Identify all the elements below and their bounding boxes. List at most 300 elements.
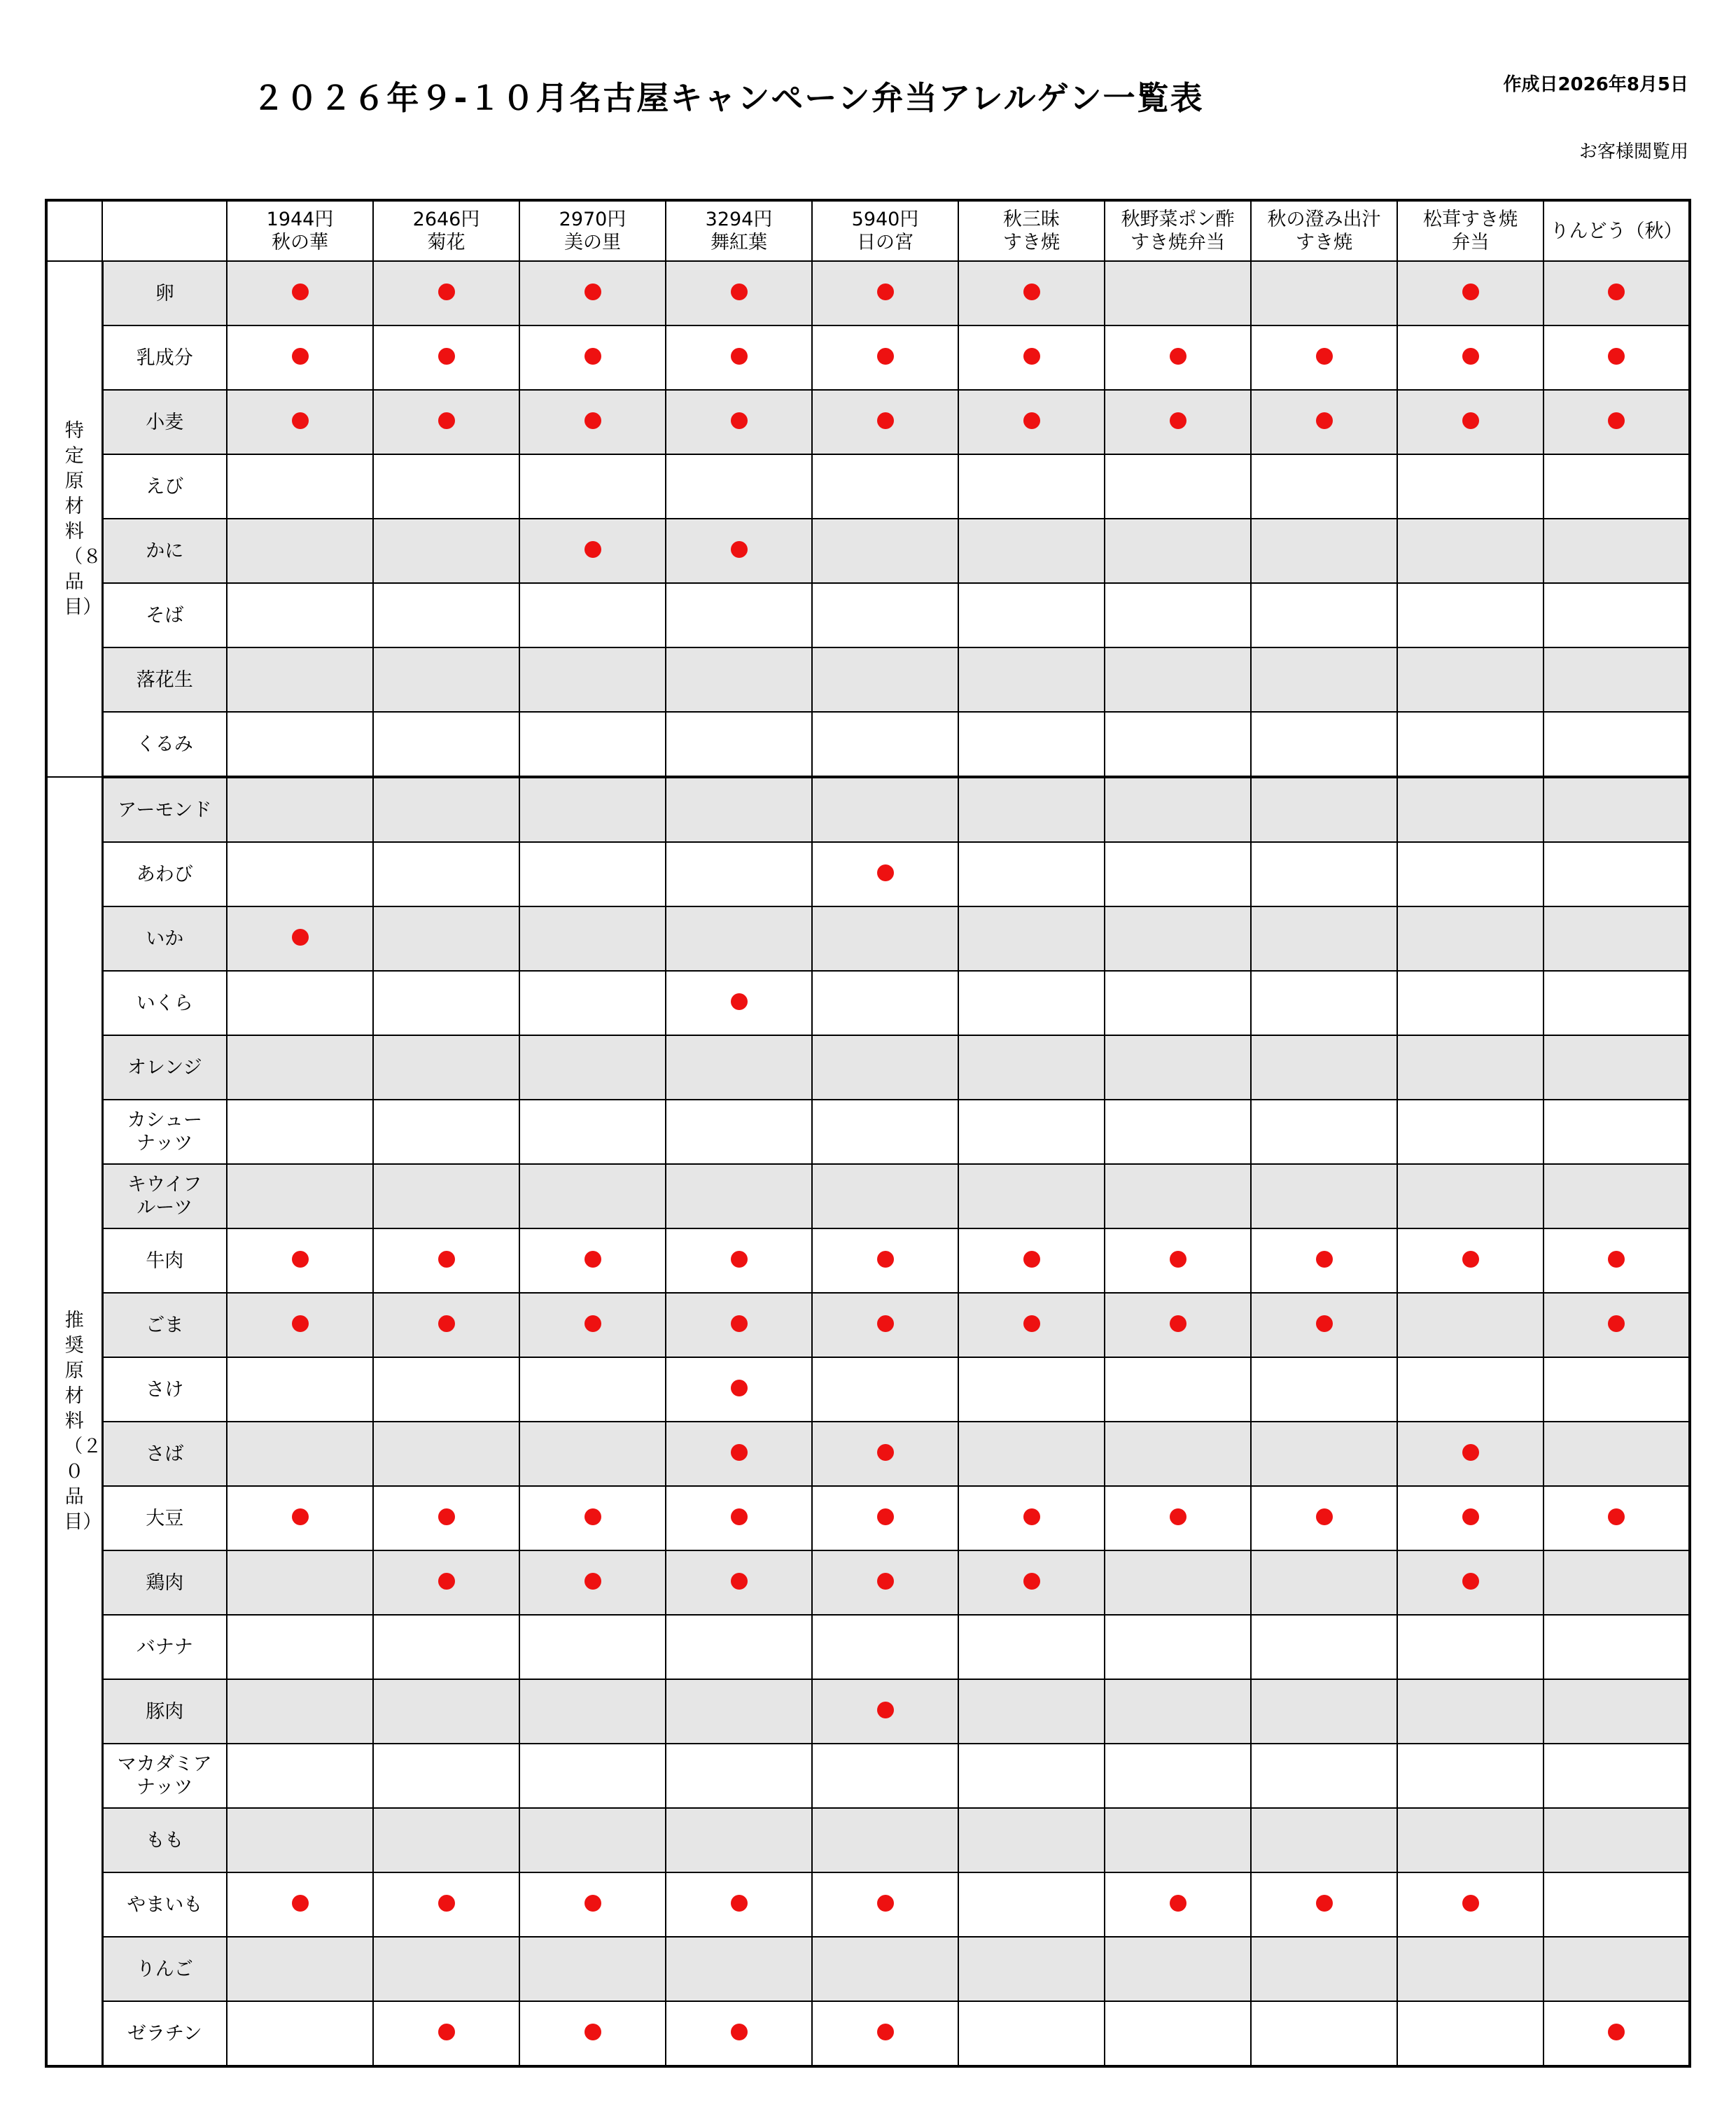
allergen-cell [1251, 1615, 1397, 1679]
allergen-cell [1397, 390, 1544, 454]
allergen-mark-dot [584, 1251, 601, 1268]
allergen-cell [519, 1293, 666, 1357]
allergen-cell [519, 1357, 666, 1422]
allergen-cell [519, 647, 666, 712]
allergen-cell [1105, 1486, 1251, 1550]
allergen-mark-dot [1462, 1444, 1479, 1461]
allergen-label: 豚肉 [102, 1679, 227, 1744]
allergen-cell [373, 454, 519, 519]
allergen-mark-dot [731, 348, 748, 365]
allergen-cell [373, 390, 519, 454]
allergen-cell [1251, 1937, 1397, 2001]
group-label-text: 特定原材料（８品目） [64, 419, 102, 618]
allergen-cell [227, 1550, 373, 1615]
table-row [46, 712, 1690, 777]
allergen-mark-dot [1023, 1251, 1040, 1268]
allergen-cell [227, 519, 373, 583]
allergen-label: かに [102, 519, 227, 583]
allergen-cell [1105, 1937, 1251, 2001]
group-label [46, 777, 102, 2066]
allergen-cell [1105, 583, 1251, 647]
allergen-cell [1251, 1357, 1397, 1422]
allergen-mark-dot [1608, 412, 1625, 429]
allergen-cell [1544, 842, 1690, 906]
allergen-cell [1544, 1744, 1690, 1808]
allergen-cell [1397, 519, 1544, 583]
allergen-cell [812, 1035, 958, 1100]
allergen-cell [1251, 2001, 1397, 2066]
allergen-cell [373, 1293, 519, 1357]
allergen-cell [1251, 1228, 1397, 1293]
allergen-cell [666, 712, 812, 777]
column-header [958, 200, 1105, 261]
table-row [46, 971, 1690, 1035]
table-row [46, 1937, 1690, 2001]
allergen-label: いくら [102, 971, 227, 1035]
column-header-line1: 松茸すき焼 [1423, 209, 1518, 230]
allergen-cell [958, 1937, 1105, 2001]
allergen-cell [666, 1615, 812, 1679]
allergen-mark-dot [292, 1251, 309, 1268]
allergen-cell [812, 261, 958, 325]
allergen-cell [519, 519, 666, 583]
allergen-cell [1397, 1035, 1544, 1100]
allergen-cell [519, 1422, 666, 1486]
column-header-line2: 弁当 [1451, 232, 1490, 253]
allergen-mark-dot [877, 1444, 894, 1461]
allergen-cell [666, 906, 812, 971]
allergen-cell [1251, 390, 1397, 454]
allergen-mark-dot [877, 283, 894, 300]
allergen-mark-dot [877, 412, 894, 429]
allergen-cell [227, 325, 373, 390]
allergen-cell [812, 647, 958, 712]
allergen-cell [1251, 1679, 1397, 1744]
allergen-cell [373, 1422, 519, 1486]
allergen-cell [519, 842, 666, 906]
allergen-cell [1544, 1228, 1690, 1293]
allergen-mark-dot [1316, 412, 1333, 429]
allergen-cell [666, 583, 812, 647]
column-header [1105, 200, 1251, 261]
allergen-label: 落花生 [102, 647, 227, 712]
allergen-cell [1251, 1035, 1397, 1100]
allergen-mark-dot [584, 1573, 601, 1590]
allergen-cell [227, 906, 373, 971]
allergen-mark-dot [877, 1315, 894, 1332]
allergen-label: 牛肉 [102, 1228, 227, 1293]
allergen-cell [1397, 1937, 1544, 2001]
allergen-cell [666, 1164, 812, 1228]
column-header [666, 200, 812, 261]
allergen-cell [227, 1100, 373, 1164]
allergen-cell [227, 390, 373, 454]
allergen-cell [1544, 325, 1690, 390]
allergen-cell [1397, 1100, 1544, 1164]
allergen-cell [373, 1550, 519, 1615]
allergen-cell [1544, 1100, 1690, 1164]
allergen-cell [812, 1100, 958, 1164]
allergen-cell [1544, 1937, 1690, 2001]
allergen-cell [1105, 1228, 1251, 1293]
table-row [46, 583, 1690, 647]
allergen-cell [519, 2001, 666, 2066]
allergen-mark-dot [1023, 1315, 1040, 1332]
allergen-cell [1105, 390, 1251, 454]
allergen-label: くるみ [102, 712, 227, 777]
allergen-cell [519, 1872, 666, 1937]
column-header-line1: 3294円 [705, 209, 773, 230]
allergen-cell [812, 842, 958, 906]
allergen-cell [373, 1744, 519, 1808]
column-header [373, 200, 519, 261]
allergen-mark-dot [584, 1508, 601, 1525]
column-header-line1: りんどう（秋） [1550, 220, 1683, 242]
allergen-cell [1105, 1100, 1251, 1164]
allergen-mark-dot [1462, 1251, 1479, 1268]
allergen-cell [519, 390, 666, 454]
allergen-cell [666, 1422, 812, 1486]
allergen-cell [1397, 971, 1544, 1035]
allergen-cell [227, 454, 373, 519]
allergen-label: りんご [102, 1937, 227, 2001]
allergen-table [45, 199, 1691, 2068]
allergen-mark-dot [292, 1895, 309, 1912]
allergen-cell [373, 1357, 519, 1422]
table-row [46, 906, 1690, 971]
allergen-cell [1251, 842, 1397, 906]
allergen-cell [227, 1486, 373, 1550]
allergen-cell [812, 583, 958, 647]
allergen-mark-dot [1316, 1895, 1333, 1912]
column-header-line2: すき焼弁当 [1130, 232, 1225, 253]
allergen-cell [519, 454, 666, 519]
allergen-cell [519, 777, 666, 842]
allergen-cell [958, 1808, 1105, 1872]
allergen-cell [958, 454, 1105, 519]
allergen-cell [1397, 1872, 1544, 1937]
table-row [46, 1808, 1690, 1872]
table-row [46, 1422, 1690, 1486]
allergen-mark-dot [877, 1251, 894, 1268]
allergen-cell [1544, 519, 1690, 583]
allergen-cell [958, 1486, 1105, 1550]
allergen-cell [666, 647, 812, 712]
allergen-cell [1105, 777, 1251, 842]
allergen-cell [1544, 1164, 1690, 1228]
allergen-mark-dot [731, 412, 748, 429]
allergen-cell [519, 1486, 666, 1550]
allergen-cell [1251, 1808, 1397, 1872]
allergen-cell [373, 1100, 519, 1164]
column-header-line1: 秋野菜ポン酢 [1121, 209, 1235, 230]
allergen-cell [1105, 1550, 1251, 1615]
allergen-cell [812, 1615, 958, 1679]
allergen-cell [666, 1228, 812, 1293]
allergen-cell [519, 583, 666, 647]
allergen-cell [1544, 1872, 1690, 1937]
allergen-cell [1105, 842, 1251, 906]
allergen-cell [1397, 647, 1544, 712]
allergen-cell [812, 1937, 958, 2001]
allergen-mark-dot [438, 2024, 455, 2040]
table-row [46, 1872, 1690, 1937]
allergen-cell [666, 1357, 812, 1422]
allergen-mark-dot [292, 1315, 309, 1332]
allergen-cell [666, 777, 812, 842]
allergen-cell [373, 842, 519, 906]
allergen-cell [958, 906, 1105, 971]
table-row [46, 519, 1690, 583]
allergen-cell [958, 261, 1105, 325]
allergen-cell [373, 583, 519, 647]
allergen-cell [373, 1035, 519, 1100]
allergen-cell [666, 1744, 812, 1808]
allergen-mark-dot [1462, 1573, 1479, 1590]
allergen-mark-dot [731, 1251, 748, 1268]
allergen-mark-dot [1316, 1315, 1333, 1332]
allergen-cell [1544, 261, 1690, 325]
column-header [519, 200, 666, 261]
allergen-cell [373, 261, 519, 325]
table-row [46, 1615, 1690, 1679]
allergen-cell [227, 647, 373, 712]
allergen-cell [958, 1035, 1105, 1100]
allergen-cell [812, 1744, 958, 1808]
allergen-label: バナナ [102, 1615, 227, 1679]
allergen-mark-dot [877, 1895, 894, 1912]
allergen-mark-dot [584, 412, 601, 429]
allergen-cell [227, 261, 373, 325]
allergen-cell [1105, 906, 1251, 971]
allergen-cell [519, 712, 666, 777]
allergen-cell [1105, 1872, 1251, 1937]
allergen-cell [227, 1679, 373, 1744]
allergen-label: いか [102, 906, 227, 971]
allergen-cell [1251, 1872, 1397, 1937]
allergen-cell [958, 1293, 1105, 1357]
allergen-cell [1251, 583, 1397, 647]
allergen-mark-dot [438, 1315, 455, 1332]
allergen-cell [519, 325, 666, 390]
allergen-cell [1397, 1486, 1544, 1550]
allergen-label: オレンジ [102, 1035, 227, 1100]
allergen-cell [958, 583, 1105, 647]
allergen-cell [1397, 842, 1544, 906]
allergen-mark-dot [1608, 2024, 1625, 2040]
allergen-cell [1251, 1164, 1397, 1228]
allergen-label: さば [102, 1422, 227, 1486]
allergen-cell [812, 1486, 958, 1550]
allergen-cell [812, 519, 958, 583]
allergen-label: 小麦 [102, 390, 227, 454]
allergen-cell [519, 1615, 666, 1679]
allergen-mark-dot [1170, 1251, 1186, 1268]
column-header [1251, 200, 1397, 261]
column-header-line2: 菊花 [427, 232, 465, 253]
allergen-label: 乳成分 [102, 325, 227, 390]
column-header-line2: すき焼 [1003, 232, 1060, 253]
allergen-cell [958, 647, 1105, 712]
allergen-cell [1544, 1357, 1690, 1422]
allergen-cell [1251, 325, 1397, 390]
allergen-label: 大豆 [102, 1486, 227, 1550]
allergen-cell [227, 842, 373, 906]
allergen-mark-dot [584, 1895, 601, 1912]
allergen-label: ゼラチン [102, 2001, 227, 2066]
allergen-cell [812, 1228, 958, 1293]
allergen-cell [1251, 712, 1397, 777]
allergen-cell [666, 971, 812, 1035]
allergen-cell [812, 1164, 958, 1228]
allergen-cell [1251, 777, 1397, 842]
allergen-cell [812, 906, 958, 971]
allergen-label: もも [102, 1808, 227, 1872]
allergen-cell [227, 1615, 373, 1679]
allergen-cell [1544, 2001, 1690, 2066]
allergen-mark-dot [1608, 1315, 1625, 1332]
allergen-cell [812, 1872, 958, 1937]
column-header-line1: 2970円 [559, 209, 626, 230]
allergen-cell [812, 454, 958, 519]
allergen-cell [1105, 1679, 1251, 1744]
allergen-mark-dot [1170, 1895, 1186, 1912]
allergen-cell [373, 325, 519, 390]
allergen-cell [519, 1035, 666, 1100]
allergen-cell [1397, 454, 1544, 519]
allergen-mark-dot [292, 929, 309, 946]
allergen-cell [373, 2001, 519, 2066]
allergen-cell [519, 1808, 666, 1872]
allergen-label: あわび [102, 842, 227, 906]
table-row [46, 1486, 1690, 1550]
allergen-cell [666, 1486, 812, 1550]
allergen-mark-dot [1023, 283, 1040, 300]
allergen-cell [373, 519, 519, 583]
allergen-cell [1397, 1164, 1544, 1228]
allergen-mark-dot [1170, 412, 1186, 429]
allergen-mark-dot [731, 1315, 748, 1332]
allergen-cell [227, 1808, 373, 1872]
allergen-cell [1105, 1357, 1251, 1422]
allergen-mark-dot [438, 348, 455, 365]
allergen-cell [373, 1486, 519, 1550]
allergen-label: ごま [102, 1293, 227, 1357]
allergen-cell [666, 519, 812, 583]
allergen-cell [666, 842, 812, 906]
allergen-cell [373, 1808, 519, 1872]
allergen-mark-dot [731, 1380, 748, 1396]
column-header-line1: 秋の澄み出汁 [1267, 209, 1381, 230]
allergen-mark-dot [1023, 412, 1040, 429]
allergen-cell [1251, 1293, 1397, 1357]
allergen-label: そば [102, 583, 227, 647]
column-header [1397, 200, 1544, 261]
allergen-cell [1544, 1615, 1690, 1679]
allergen-cell [1105, 1164, 1251, 1228]
column-header-line2: 秋の華 [272, 232, 328, 253]
allergen-cell [958, 1228, 1105, 1293]
allergen-mark-dot [877, 2024, 894, 2040]
allergen-cell [1544, 906, 1690, 971]
allergen-cell [227, 583, 373, 647]
page-title: ２０２６年９-１０月名古屋キャンペーン弁当アレルゲン一覧表 [252, 79, 1204, 117]
allergen-cell [666, 1293, 812, 1357]
allergen-cell [1105, 2001, 1251, 2066]
allergen-cell [1105, 1808, 1251, 1872]
allergen-cell [1397, 777, 1544, 842]
allergen-cell [1105, 1293, 1251, 1357]
allergen-cell [958, 971, 1105, 1035]
allergen-cell [227, 1744, 373, 1808]
column-header-line2: 美の里 [564, 232, 621, 253]
allergen-cell [519, 1744, 666, 1808]
allergen-mark-dot [292, 1508, 309, 1525]
allergen-label: キウイフ ルーツ [102, 1164, 227, 1228]
allergen-cell [812, 1808, 958, 1872]
allergen-cell [958, 1357, 1105, 1422]
allergen-cell [227, 1293, 373, 1357]
allergen-cell [227, 1164, 373, 1228]
allergen-cell [812, 971, 958, 1035]
allergen-mark-dot [731, 1895, 748, 1912]
table-row [46, 1293, 1690, 1357]
allergen-cell [373, 777, 519, 842]
allergen-mark-dot [1170, 1508, 1186, 1525]
allergen-cell [958, 2001, 1105, 2066]
allergen-cell [1544, 1035, 1690, 1100]
allergen-mark-dot [731, 1508, 748, 1525]
allergen-label: カシュー ナッツ [102, 1100, 227, 1164]
allergen-cell [812, 1422, 958, 1486]
allergen-cell [373, 1228, 519, 1293]
table-row [46, 1550, 1690, 1615]
allergen-cell [519, 906, 666, 971]
allergen-cell [1251, 1100, 1397, 1164]
allergen-mark-dot [292, 412, 309, 429]
allergen-mark-dot [1608, 1508, 1625, 1525]
allergen-cell [373, 1872, 519, 1937]
allergen-mark-dot [292, 283, 309, 300]
allergen-cell [1544, 454, 1690, 519]
allergen-mark-dot [731, 993, 748, 1010]
allergen-mark-dot [731, 283, 748, 300]
allergen-cell [1397, 583, 1544, 647]
column-header-line1: 1944円 [266, 209, 334, 230]
allergen-mark-dot [1023, 348, 1040, 365]
table-row [46, 325, 1690, 390]
allergen-cell [1251, 1550, 1397, 1615]
allergen-cell [1105, 647, 1251, 712]
allergen-mark-dot [584, 348, 601, 365]
allergen-cell [1251, 454, 1397, 519]
allergen-mark-dot [1608, 1251, 1625, 1268]
allergen-mark-dot [877, 1702, 894, 1718]
allergen-cell [227, 1228, 373, 1293]
allergen-cell [958, 325, 1105, 390]
allergen-mark-dot [1608, 283, 1625, 300]
allergen-cell [227, 1357, 373, 1422]
allergen-mark-dot [438, 1895, 455, 1912]
allergen-cell [1544, 777, 1690, 842]
allergen-mark-dot [584, 1315, 601, 1332]
allergen-cell [373, 971, 519, 1035]
allergen-label: マカダミア ナッツ [102, 1744, 227, 1808]
allergen-cell [812, 712, 958, 777]
allergen-cell [1544, 647, 1690, 712]
allergen-cell [227, 2001, 373, 2066]
allergen-cell [1105, 1744, 1251, 1808]
